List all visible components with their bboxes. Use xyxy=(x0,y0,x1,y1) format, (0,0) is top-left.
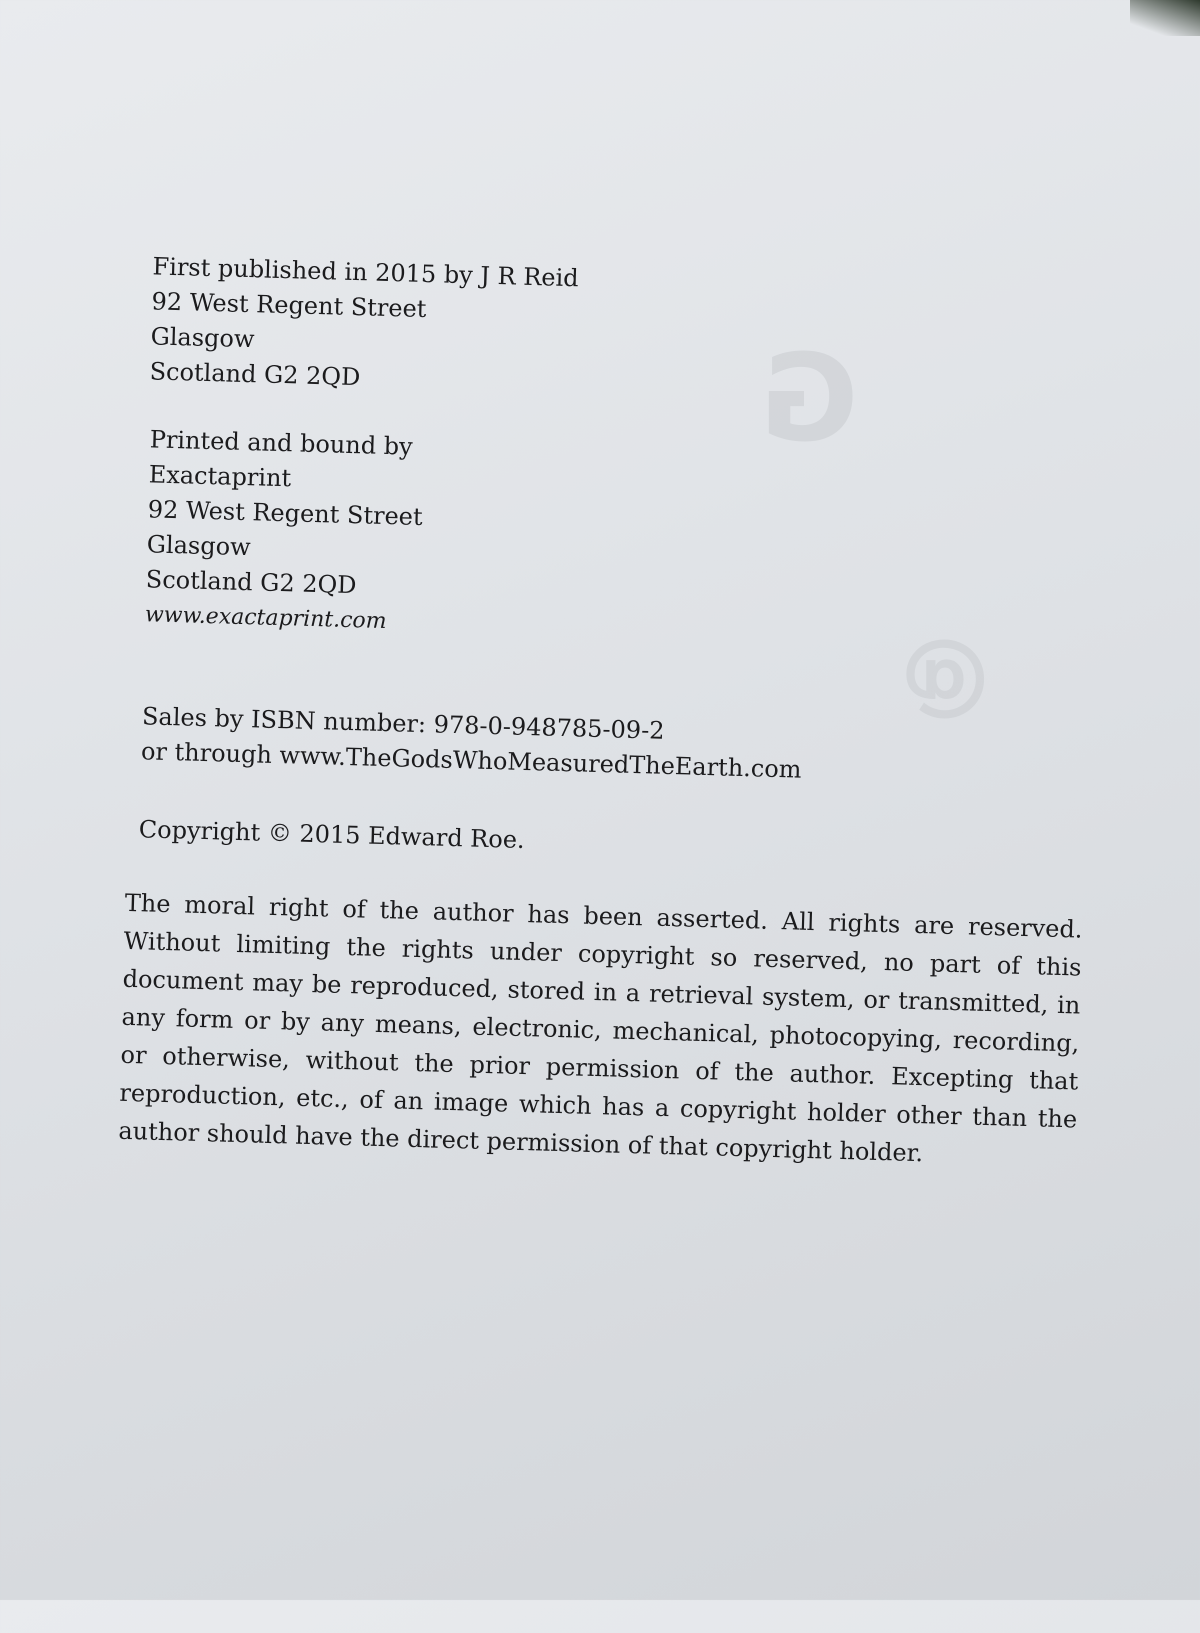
website-line: or through www.TheGodsWhoMeasuredTheEarth.com xyxy=(140,737,802,784)
printer-heading: Printed and bound by xyxy=(149,425,414,461)
page-corner-shadow xyxy=(1130,0,1200,36)
publisher-country-postcode: Scotland G2 2QD xyxy=(149,357,361,392)
show-through-shape: G xyxy=(760,330,859,469)
printer-name: Exactaprint xyxy=(148,460,292,493)
isbn-line: Sales by ISBN number: 978-0-948785-09-2 xyxy=(141,702,665,745)
printer-city: Glasgow xyxy=(146,530,252,562)
publisher-city: Glasgow xyxy=(150,322,255,354)
publisher-block xyxy=(149,249,579,401)
sales-block xyxy=(141,699,803,787)
printer-country-postcode: Scotland G2 2QD xyxy=(145,565,357,600)
copyright-line: Copyright © 2015 Edward Roe. xyxy=(138,815,526,854)
printer-block xyxy=(144,422,425,640)
publisher-line: First published in 2015 by J R Reid xyxy=(152,252,580,293)
copyright-block xyxy=(138,812,525,858)
printer-website: www.exactaprint.com xyxy=(144,602,387,635)
show-through-shape: @ xyxy=(900,620,990,725)
publisher-street: 92 West Regent Street xyxy=(151,287,427,324)
printer-street: 92 West Regent Street xyxy=(147,495,423,531)
rights-paragraph: The moral right of the author has been asserted. All rights are reserved. Without limiting the rights under copyright so reserved, no part of this document may be reproduced, stored in a retrieval system, or transmitted, in any form or by any means, electronic, mechanical, photocopying, recording, or otherwise, without the prior permission of the author. Excepting that reproduction, etc., of an image which has a copyright holder other than the author should have the direct permission of that copyright holder. xyxy=(118,888,1083,1168)
